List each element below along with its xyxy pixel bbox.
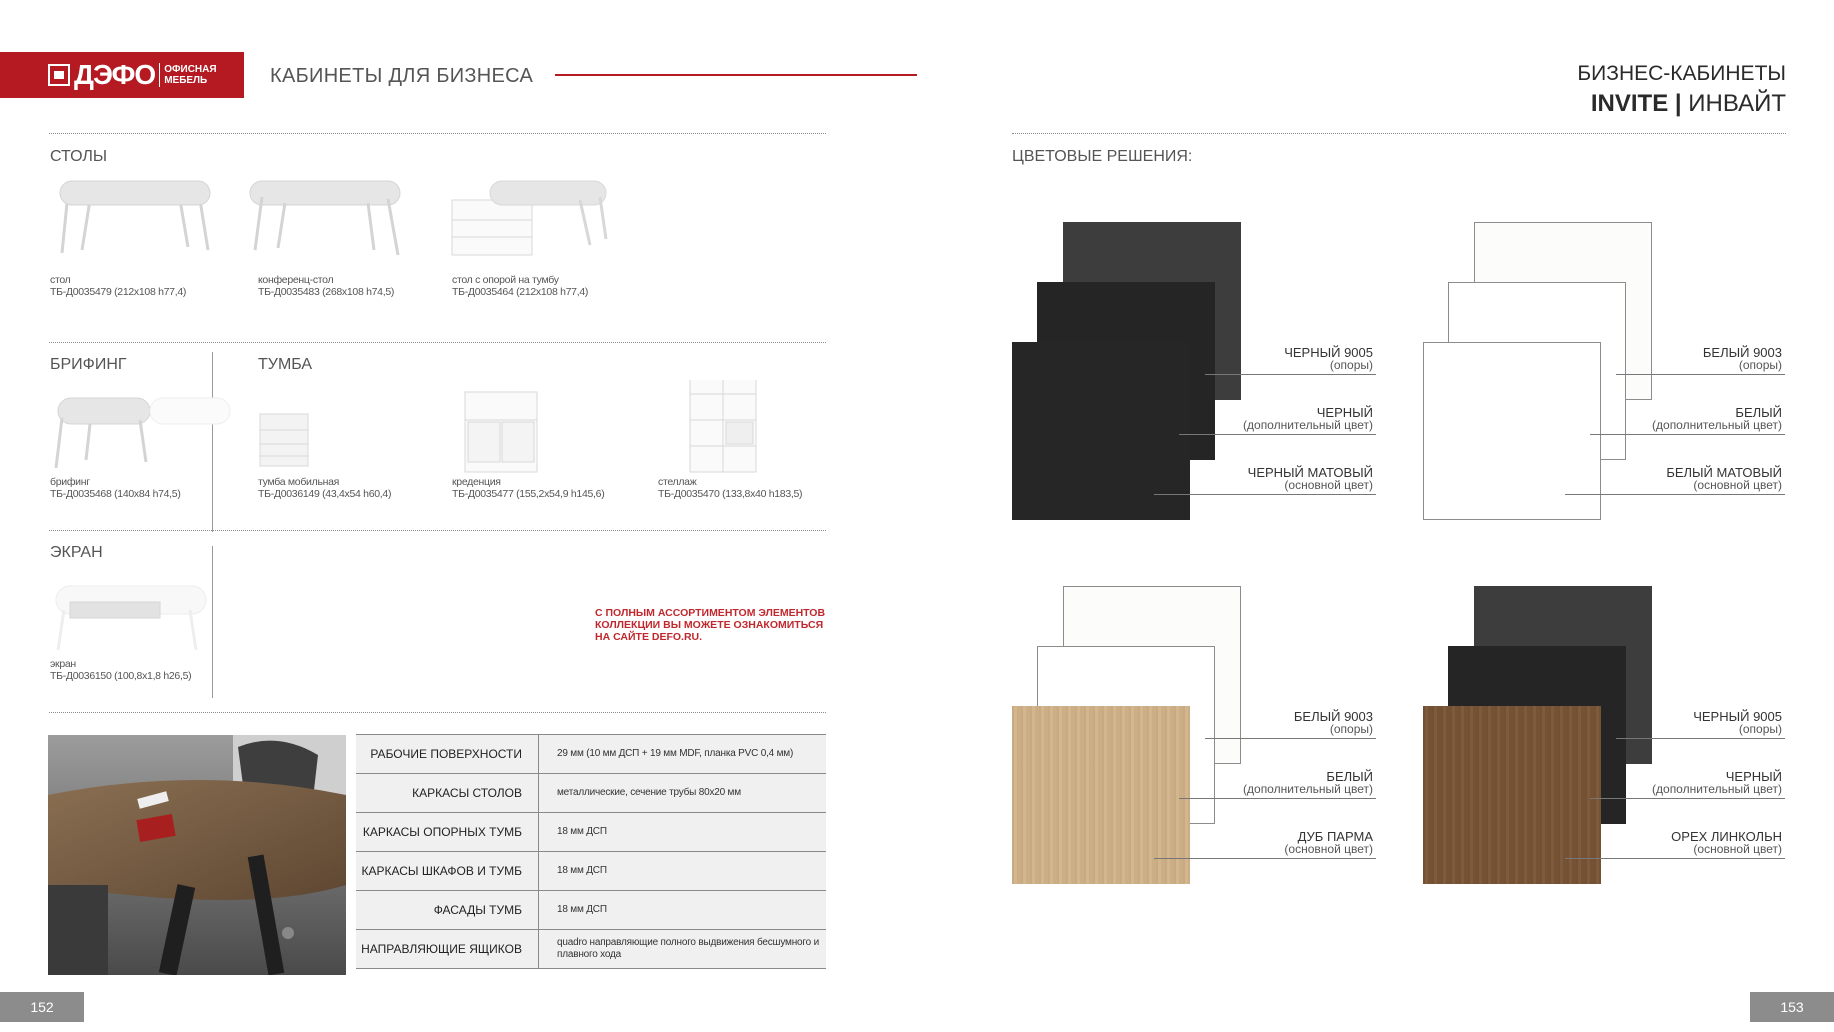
color-label: ОРЕХ ЛИНКОЛЬН (основной цвет) [1671, 829, 1782, 856]
color-leader-line [1616, 738, 1785, 739]
collection-note: С ПОЛНЫМ АССОРТИМЕНТОМ ЭЛЕМЕНТОВ КОЛЛЕКЦИИ ВЫ МОЖЕТЕ ОЗНАКОМИТЬСЯ НА САЙТЕ DEFO.RU. [595, 607, 826, 643]
page-number-right: 153 [1750, 992, 1834, 1022]
divider-vertical [212, 546, 213, 698]
color-label: ЧЕРНЫЙ (дополнительный цвет) [1243, 405, 1373, 432]
color-label: ДУБ ПАРМА (основной цвет) [1284, 829, 1373, 856]
product-photo [48, 735, 346, 975]
divider [49, 530, 826, 531]
divider [49, 342, 826, 343]
spec-table [356, 734, 826, 969]
divider [49, 133, 826, 134]
color-label: БЕЛЫЙ МАТОВЫЙ (основной цвет) [1666, 465, 1782, 492]
color-leader-line [1179, 798, 1376, 799]
credenza-sketch [465, 392, 537, 472]
header-rule [555, 74, 917, 76]
screen-heading: ЭКРАН [50, 544, 103, 561]
screen-caption: экран ТБ-Д0036150 (100,8х1,8 h26,5) [50, 658, 192, 682]
tables-heading: СТОЛЫ [50, 148, 108, 165]
color-label: БЕЛЫЙ 9003 (опоры) [1293, 709, 1373, 736]
table-sketch-3 [452, 181, 606, 255]
color-label: БЕЛЫЙ 9003 (опоры) [1702, 345, 1782, 372]
color-leader-line [1565, 858, 1785, 859]
page-number-left: 152 [0, 992, 84, 1022]
table-row: ФАСАДЫ ТУМБ 18 мм ДСП [356, 891, 826, 930]
table-caption-3: стол с опорой на тумбу ТБ-Д0035464 (212х108 h77,4) [452, 274, 589, 298]
color-label: ЧЕРНЫЙ (дополнительный цвет) [1652, 769, 1782, 796]
logo-icon [48, 64, 70, 86]
table-sketch-1 [60, 181, 210, 253]
mobile-pedestal-sketch [260, 414, 308, 466]
table-row: НАПРАВЛЯЮЩИЕ ЯЩИКОВ quadro направляющие полного выдвижения бесшумного и плавного хода [356, 930, 826, 969]
divider [1012, 133, 1786, 134]
color-label: БЕЛЫЙ (дополнительный цвет) [1243, 769, 1373, 796]
briefing-tumba-sketches [50, 380, 850, 480]
briefing-heading: БРИФИНГ [50, 356, 127, 373]
color-leader-line [1205, 738, 1376, 739]
page-title: БИЗНЕС-КАБИНЕТЫ [1577, 62, 1786, 85]
table-row: РАБОЧИЕ ПОВЕРХНОСТИ 29 мм (10 мм ДСП + 19 мм MDF, планка PVC 0,4 мм) [356, 735, 826, 774]
color-leader-line [1179, 434, 1376, 435]
brand-name: ДЭФО [74, 59, 156, 90]
tumba-caption-2: креденция ТБ-Д0035477 (155,2х54,9 h145,6) [452, 476, 605, 500]
colors-heading: ЦВЕТОВЫЕ РЕШЕНИЯ: [1012, 148, 1193, 165]
brand-subtitle: ОФИСНАЯ МЕБЕЛЬ [164, 64, 217, 86]
screen-sketch [50, 570, 210, 660]
tumba-heading: ТУМБА [258, 356, 313, 373]
section-title: КАБИНЕТЫ ДЛЯ БИЗНЕСА [270, 65, 534, 87]
brand-logo [0, 52, 244, 98]
table-row: КАРКАСЫ ШКАФОВ И ТУМБ 18 мм ДСП [356, 852, 826, 891]
color-label: БЕЛЫЙ (дополнительный цвет) [1652, 405, 1782, 432]
color-leader-line [1154, 494, 1376, 495]
briefing-caption: брифинг ТБ-Д0035468 (140х84 h74,5) [50, 476, 181, 500]
tumba-caption-3: стеллаж ТБ-Д0035470 (133,8х40 h183,5) [658, 476, 803, 500]
color-leader-line [1616, 374, 1785, 375]
color-label: ЧЕРНЫЙ 9005 (опоры) [1284, 345, 1373, 372]
color-label: ЧЕРНЫЙ МАТОВЫЙ (основной цвет) [1247, 465, 1373, 492]
color-leader-line [1590, 798, 1785, 799]
color-leader-line [1205, 374, 1376, 375]
tables-sketches [50, 175, 870, 265]
briefing-sketch [56, 398, 230, 468]
divider [49, 712, 826, 713]
color-leader-line [1565, 494, 1785, 495]
table-sketch-2 [250, 181, 400, 255]
color-leader-line [1590, 434, 1785, 435]
table-caption-2: конференц-стол ТБ-Д0035483 (268х108 h74,5) [258, 274, 395, 298]
table-row: КАРКАСЫ СТОЛОВ металлические, сечение трубы 80х20 мм [356, 774, 826, 813]
color-label: ЧЕРНЫЙ 9005 (опоры) [1693, 709, 1782, 736]
shelving-sketch [690, 380, 756, 472]
table-row: КАРКАСЫ ОПОРНЫХ ТУМБ 18 мм ДСП [356, 813, 826, 852]
collection-title: INVITE | ИНВАЙТ [1590, 90, 1786, 117]
table-caption-1: стол ТБ-Д0035479 (212х108 h77,4) [50, 274, 187, 298]
color-leader-line [1154, 858, 1376, 859]
tumba-caption-1: тумба мобильная ТБ-Д0036149 (43,4х54 h60,4) [258, 476, 392, 500]
